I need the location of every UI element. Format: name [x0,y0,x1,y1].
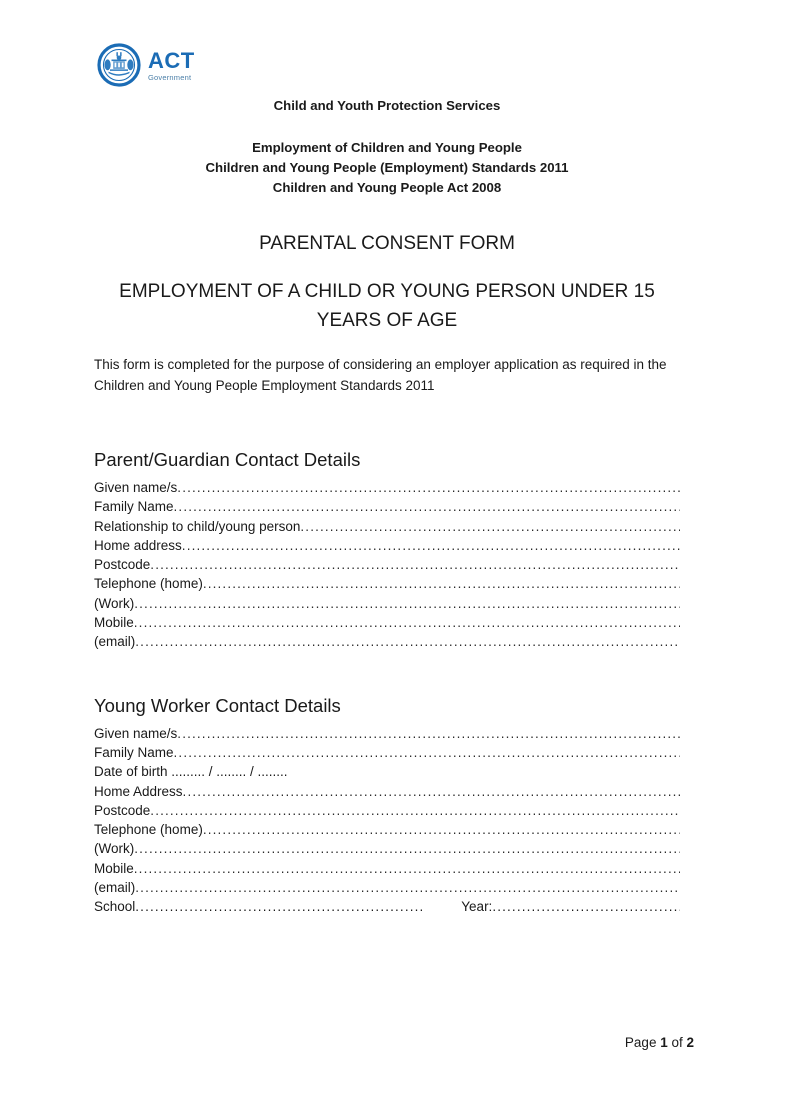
dot-leader-school[interactable] [135,897,425,916]
intro-paragraph: This form is completed for the purpose of considering an employer application as required in the Children and Young People Employment Standards 2011 [94,357,667,393]
field-row-telephone-home-worker[interactable] [94,820,680,839]
dot-leader[interactable] [183,782,680,801]
field-row-school-year[interactable] [94,897,680,916]
dot-leader[interactable] [150,801,680,820]
document-content [94,0,680,917]
field-label: Mobile [94,860,134,876]
field-label: Family Name [94,744,174,760]
footer-page-prefix: Page [624,1035,661,1050]
field-label: Telephone (home) [94,822,203,838]
field-row-telephone-work-parent[interactable] [94,594,680,613]
field-row-given-names-parent[interactable] [94,478,680,497]
field-label: Postcode [94,802,151,818]
legislation-line-1: Employment of Children and Young People [252,140,522,155]
field-row-relationship[interactable] [94,517,680,536]
dot-leader[interactable] [203,820,680,839]
dot-leader[interactable] [134,594,680,613]
page-footer [94,1034,694,1052]
field-label-year: Year: [461,899,493,915]
section-heading-young-worker: Young Worker Contact Details [94,694,341,716]
field-row-postcode-parent[interactable] [94,555,680,574]
legislation-line-2: Children and Young People (Employment) Standards 2011 [205,160,569,175]
dot-leader[interactable] [182,536,680,555]
logo-government-text: Government [148,73,192,83]
field-label: Given name/s [94,480,178,495]
dot-leader[interactable] [150,555,680,574]
field-label: Family Name [94,499,174,515]
agency-name: Child and Youth Protection Services [273,98,501,113]
dot-leader[interactable] [134,859,680,878]
agency-heading [94,96,680,116]
field-label: Home address [94,537,182,553]
dot-leader[interactable] [300,517,680,536]
dot-leader[interactable] [135,878,680,897]
dot-leader[interactable] [134,613,680,632]
field-row-email-worker[interactable] [94,878,680,897]
dot-leader[interactable] [177,478,680,497]
field-row-mobile-parent[interactable] [94,613,680,632]
field-row-telephone-work-worker[interactable] [94,839,680,858]
dot-leader[interactable] [177,724,680,743]
field-label: (Work) [94,595,135,611]
dot-leader[interactable] [174,743,680,762]
legislation-line-3: Children and Young People Act 2008 [272,180,502,195]
dot-leader-year[interactable] [492,897,680,916]
field-row-home-address-worker[interactable] [94,782,680,801]
field-label: Given name/s [94,725,178,741]
field-row-mobile-worker[interactable] [94,859,680,878]
legislation-heading [94,138,680,198]
dot-leader[interactable] [135,632,680,651]
dot-leader[interactable] [203,574,680,593]
field-row-family-name-parent[interactable] [94,497,680,516]
field-label: (Work) [94,841,135,857]
dot-leader[interactable] [174,497,680,516]
field-label: Postcode [94,557,151,573]
field-row-family-name-worker[interactable] [94,743,680,762]
field-row-given-names-worker[interactable] [94,724,680,743]
dot-leader[interactable] [134,839,680,858]
footer-page-middle: of [667,1035,687,1050]
field-row-home-address-parent[interactable] [94,536,680,555]
field-label: (email) [94,634,136,650]
logo-act-text: ACT [148,48,195,74]
field-row-postcode-worker[interactable] [94,801,680,820]
field-label: Mobile [94,615,134,631]
footer-current-page: 1 [660,1035,668,1050]
section-heading-parent-guardian: Parent/Guardian Contact Details [94,449,361,470]
field-label: Home Address [94,783,183,799]
form-title: PARENTAL CONSENT FORM [259,233,515,254]
field-row-date-of-birth[interactable]: Date of birth ......... / ........ / ........ [94,764,288,780]
field-label: (email) [94,880,136,896]
field-row-email-parent[interactable] [94,632,680,651]
form-subtitle: EMPLOYMENT OF A CHILD OR YOUNG PERSON UNDER 15 YEARS OF AGE [119,281,655,331]
field-label: Telephone (home) [94,576,203,592]
footer-total-pages: 2 [686,1035,694,1050]
field-row-telephone-home-parent[interactable] [94,574,680,593]
field-label: Relationship to child/young person [94,518,301,534]
field-label-school: School [94,899,136,915]
